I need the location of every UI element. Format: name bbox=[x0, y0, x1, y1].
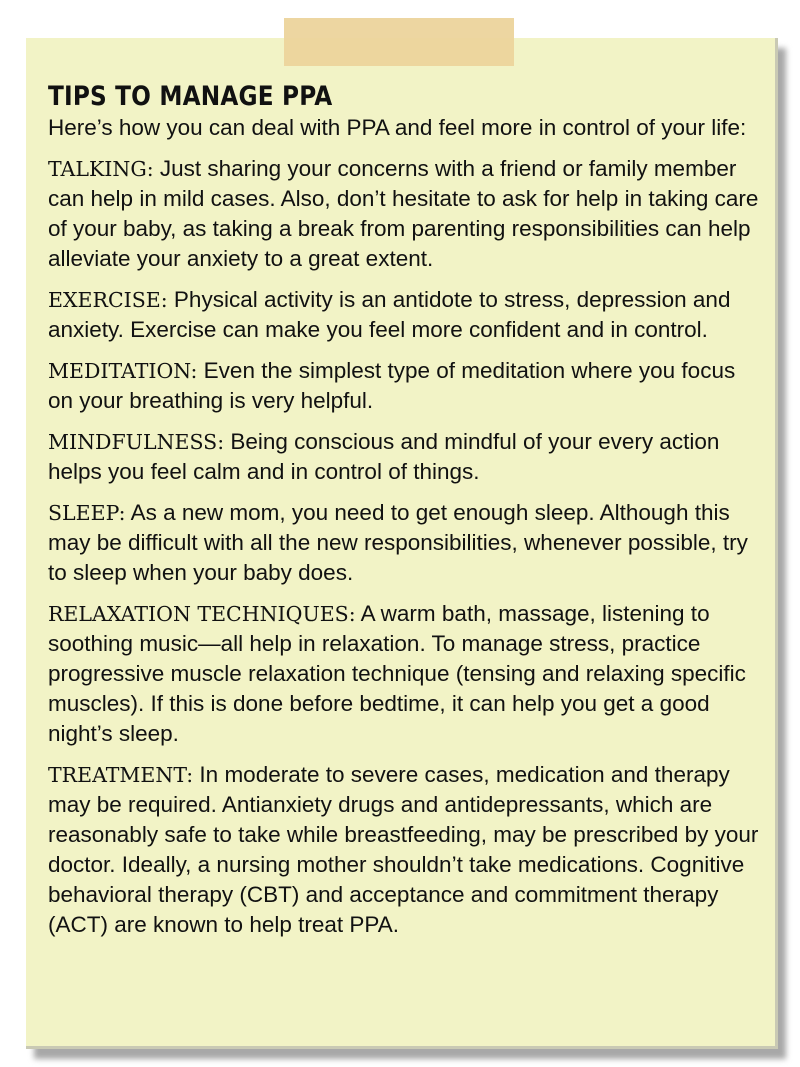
tip-heading: TREATMENT: bbox=[48, 763, 194, 787]
tip-text: A warm bath, massage, listening to soothing music—all help in relaxation. To manage stress, practice progressive muscle relaxation technique (tensing and relaxing specific muscles). If this is done before bedtime, it can help you get a good night’s sleep. bbox=[48, 601, 746, 746]
tip-text: As a new mom, you need to get enough sleep. Although this may be difficult with all the new responsibilities, whenever possible, try to sleep when your baby does. bbox=[48, 500, 748, 585]
tip-meditation bbox=[48, 356, 766, 416]
tip-text: In moderate to severe cases, medication and therapy may be required. Antianxiety drugs and antidepressants, which are reasonably safe to take while breastfeeding, may be prescribed by your doctor. Ideally, a nursing mother shouldn’t take medications. Cognitive behavioral therapy (CBT) and acceptance and commitment therapy (ACT) are known to help treat PPA. bbox=[48, 762, 759, 937]
tip-heading: MEDITATION: bbox=[48, 359, 198, 383]
intro-text: Here’s how you can deal with PPA and feel more in control of your life: bbox=[48, 115, 747, 140]
page-title: TIPS TO MANAGE PPA bbox=[48, 81, 333, 112]
tip-text: Just sharing your concerns with a friend or family member can help in mild cases. Also, don’t hesitate to ask for help in taking care of your baby, as taking a break from parenting responsibilities can help alleviate your anxiety to a great extent. bbox=[48, 156, 759, 271]
tape-strip bbox=[284, 18, 514, 66]
tip-exercise bbox=[48, 285, 766, 345]
tip-relaxation bbox=[48, 599, 766, 749]
tip-heading: RELAXATION TECHNIQUES: bbox=[48, 602, 356, 626]
tip-text: Physical activity is an antidote to stress, depression and anxiety. Exercise can make you feel more confident and in control. bbox=[48, 287, 731, 342]
tip-text: Even the simplest type of meditation where you focus on your breathing is very helpful. bbox=[48, 358, 736, 413]
note-content bbox=[48, 80, 766, 951]
tip-text: Being conscious and mindful of your every action helps you feel calm and in control of things. bbox=[48, 429, 720, 484]
tip-heading: SLEEP: bbox=[48, 501, 126, 525]
tip-heading: MINDFULNESS: bbox=[48, 430, 225, 454]
tip-heading: TALKING: bbox=[48, 157, 154, 181]
tip-treatment bbox=[48, 760, 766, 940]
tip-talking bbox=[48, 154, 766, 274]
tip-mindfulness bbox=[48, 427, 766, 487]
tip-heading: EXERCISE: bbox=[48, 288, 168, 312]
tip-sleep bbox=[48, 498, 766, 588]
